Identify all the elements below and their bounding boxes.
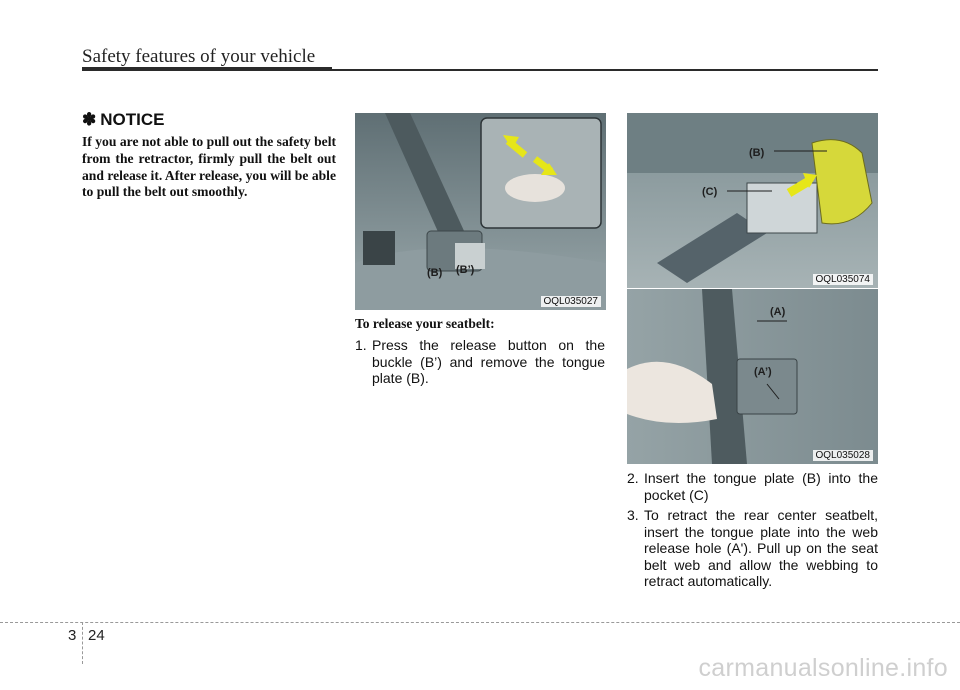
figure-web-release-hole-illustration: [627, 289, 878, 464]
figure-code: OQL035028: [813, 450, 874, 461]
notice-body: If you are not able to pull out the safety belt from the retractor, firmly pull the belt out and release it. After release, you will be able to pull the belt out smoothly.: [82, 134, 336, 200]
notice-title: [82, 110, 164, 130]
footer-divider: [82, 622, 83, 664]
step-number: 2.: [627, 470, 639, 486]
step-text: Insert the tongue plate (B) into the pocket (C): [644, 470, 878, 503]
header-rule-thin: [332, 69, 878, 71]
step-2: [627, 470, 878, 503]
label-b: (B): [427, 267, 443, 279]
step-number: 1.: [355, 337, 367, 353]
step-text: Press the release button on the buckle (B’) and remove the tongue plate (B).: [372, 337, 605, 386]
header-title: Safety features of your vehicle: [82, 46, 316, 67]
figure-web-release-hole: [627, 289, 878, 464]
figure-release-buckle-illustration: [355, 113, 606, 310]
figure-insert-pocket: [627, 113, 878, 288]
figure-release-buckle: [355, 113, 606, 310]
notice-star-icon: ✽: [82, 110, 97, 129]
notice-title-text: NOTICE: [100, 110, 165, 129]
figure-code: OQL035074: [813, 274, 874, 285]
label-b-prime: (B’): [456, 264, 475, 276]
label-c: (C): [702, 186, 718, 198]
watermark: carmanualsonline.info: [698, 654, 948, 682]
footer-rule: [0, 622, 960, 623]
header-rule-thick: [82, 67, 332, 71]
step-1: [355, 337, 605, 387]
step-3: [627, 507, 878, 590]
label-a: (A): [770, 306, 786, 318]
figure-insert-pocket-illustration: [627, 113, 878, 288]
chapter-number: 3: [68, 627, 77, 644]
page-number: 24: [88, 627, 105, 644]
step-text: To retract the rear center seatbelt, insert the tongue plate into the web release hole (A'). Pull up on the seat belt web and allow the webbing to retract automatically.: [644, 507, 878, 589]
label-a-prime: (A’): [754, 366, 772, 378]
figure-code: OQL035027: [541, 296, 602, 307]
release-heading: To release your seatbelt:: [355, 316, 495, 331]
step-number: 3.: [627, 507, 639, 523]
label-b: (B): [749, 147, 765, 159]
